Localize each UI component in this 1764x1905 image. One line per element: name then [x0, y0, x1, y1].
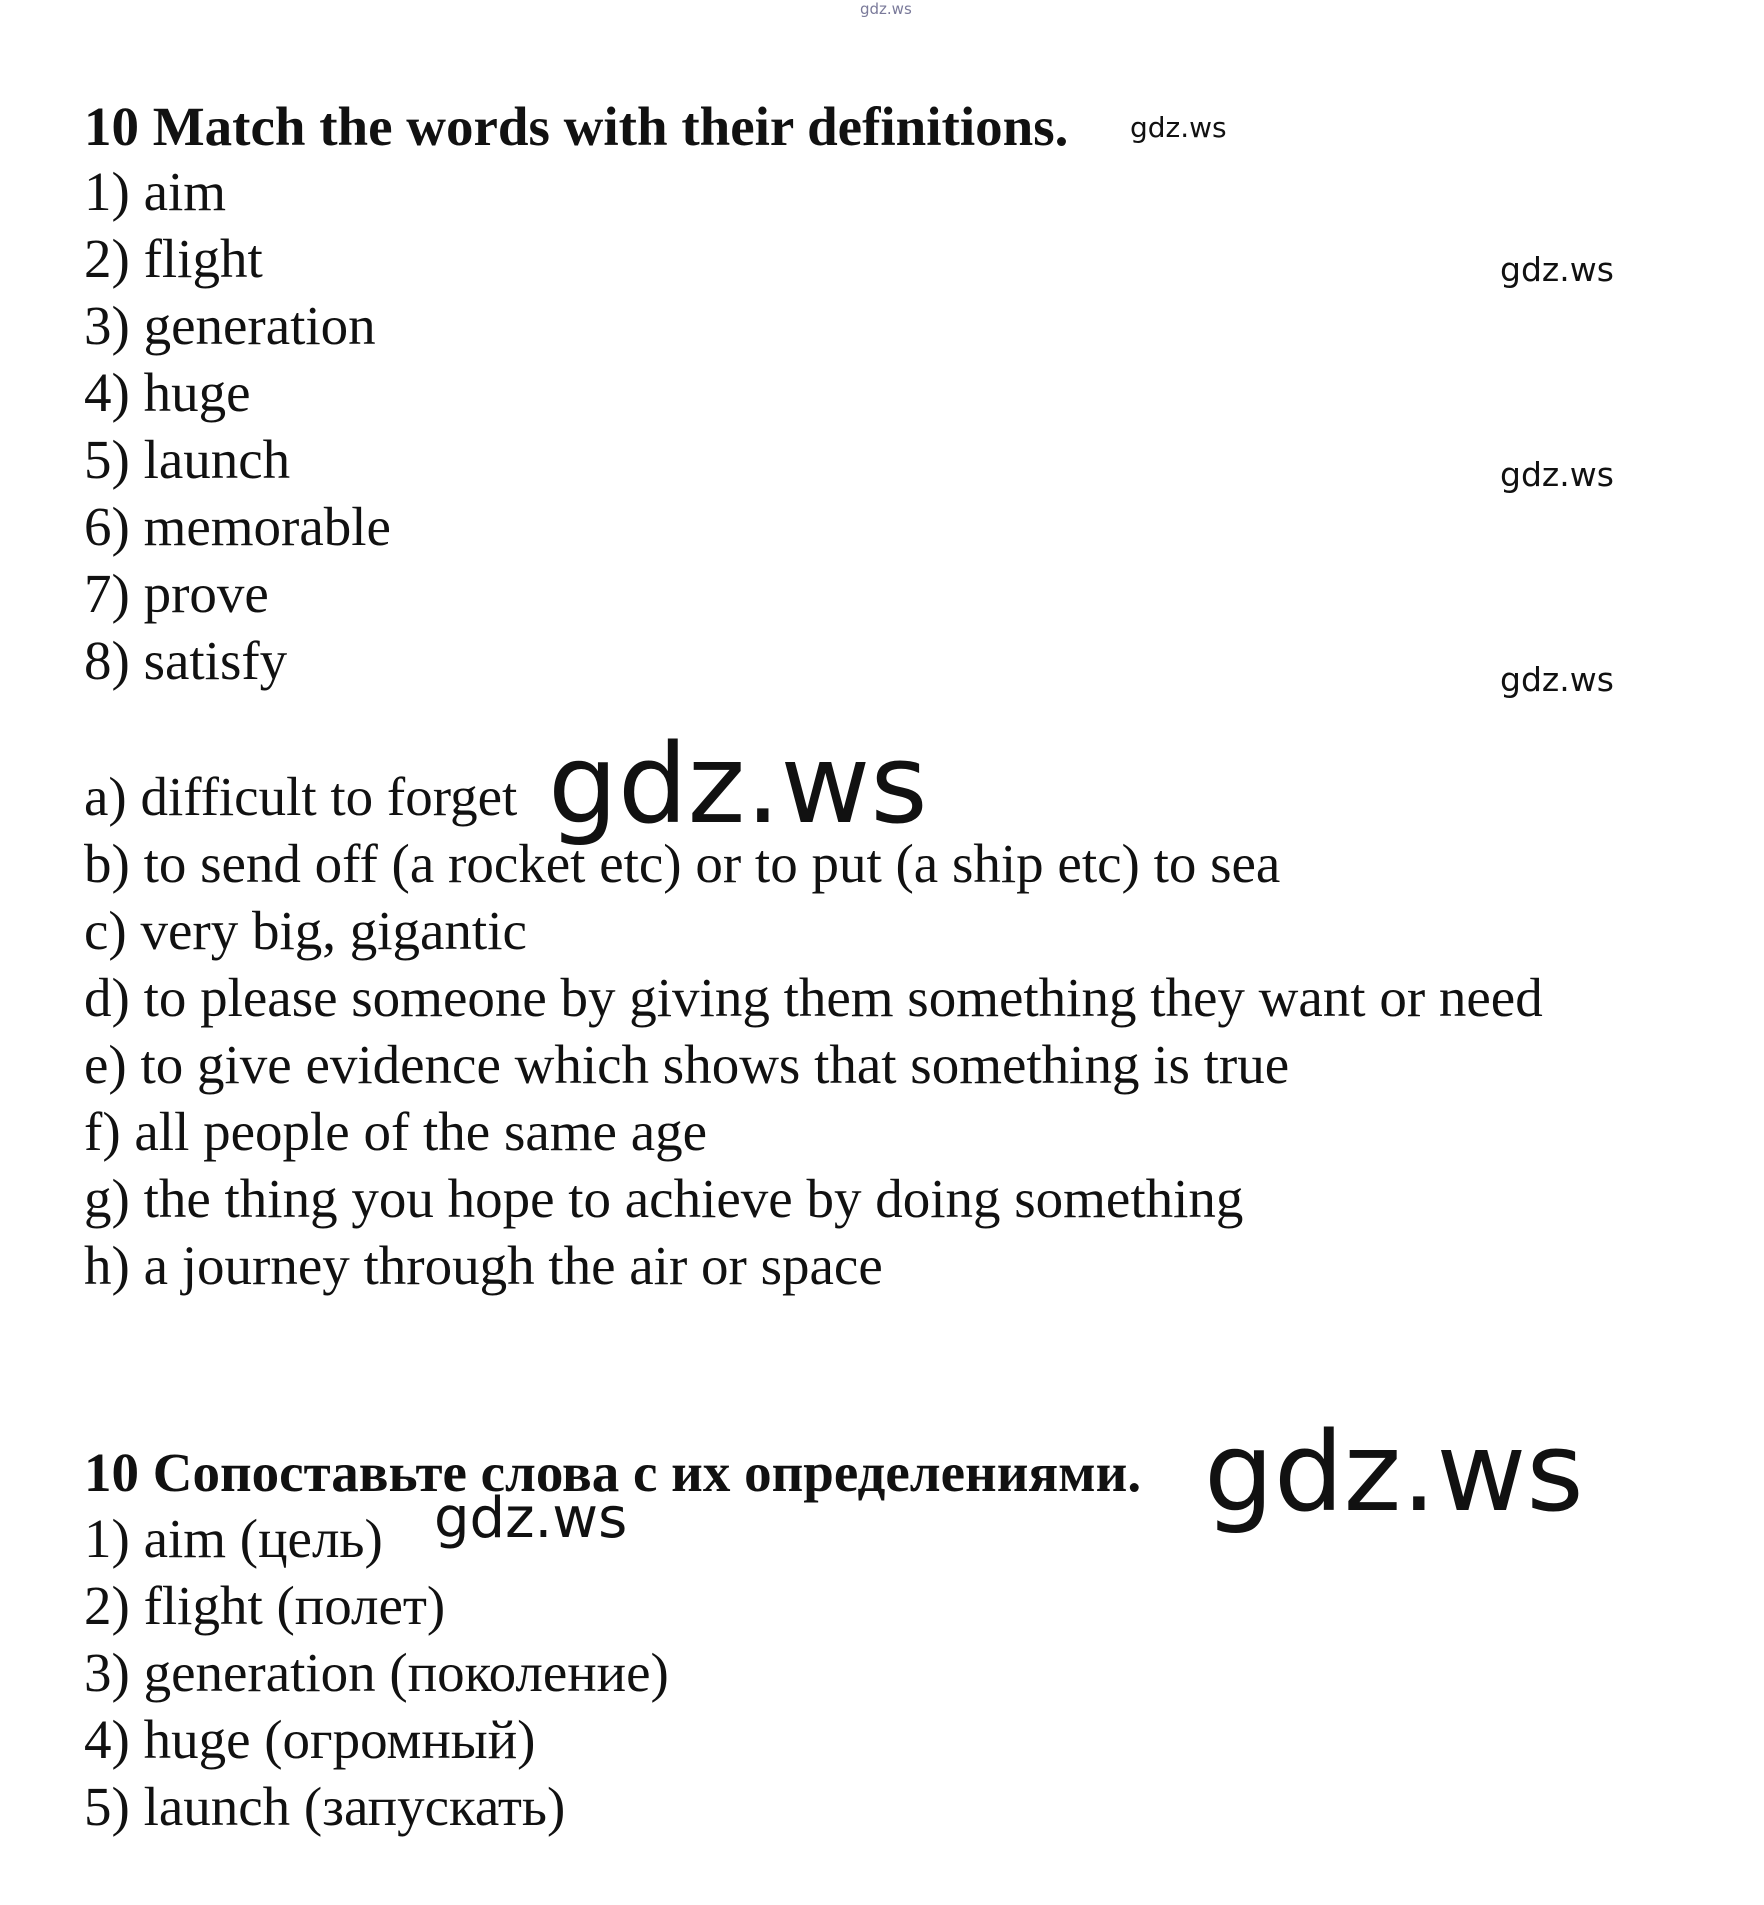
watermark-right-3: gdz.ws [1500, 660, 1614, 699]
exercise-heading-ru: 10 Сопоставьте слова с их определениями. [84, 1442, 1142, 1503]
definition-item-b: b) to send off (a rocket etc) or to put (a ship etc) to sea [84, 833, 1281, 894]
definition-item-f: f) all people of the same age [84, 1101, 708, 1162]
watermark-right-1: gdz.ws [1500, 250, 1614, 289]
word-item-huge: 4) huge [84, 362, 251, 423]
definition-item-g: g) the thing you hope to achieve by doing something [84, 1168, 1244, 1229]
watermark-large-1: gdz.ws [548, 720, 928, 848]
watermark-large-2: gdz.ws [1204, 1408, 1584, 1536]
definition-item-c: c) very big, gigantic [84, 900, 527, 961]
word-item-launch: 5) launch [84, 429, 291, 490]
definition-item-a: a) difficult to forget [84, 766, 518, 827]
word-item-memorable: 6) memorable [84, 496, 391, 557]
word-translation-aim: 1) aim (цель) [84, 1508, 383, 1569]
word-item-generation: 3) generation [84, 295, 376, 356]
word-translation-huge: 4) huge (огромный) [84, 1709, 536, 1770]
word-item-prove: 7) prove [84, 563, 269, 624]
definition-item-h: h) a journey through the air or space [84, 1235, 883, 1296]
word-item-flight: 2) flight [84, 228, 263, 289]
watermark-right-2: gdz.ws [1500, 455, 1614, 494]
watermark-top: gdz.ws [860, 0, 912, 18]
word-item-satisfy: 8) satisfy [84, 630, 288, 691]
definition-item-e: e) to give evidence which shows that something is true [84, 1034, 1290, 1095]
word-item-aim: 1) aim [84, 161, 227, 222]
exercise-heading-en: 10 Match the words with their definitions. [84, 96, 1069, 157]
word-translation-launch: 5) launch (запускать) [84, 1776, 566, 1837]
word-translation-flight: 2) flight (полет) [84, 1575, 446, 1636]
watermark-heading-en: gdz.ws [1130, 111, 1227, 144]
watermark-mid: gdz.ws [434, 1486, 628, 1551]
definition-item-d: d) to please someone by giving them something they want or need [84, 967, 1543, 1028]
word-translation-generation: 3) generation (поколение) [84, 1642, 669, 1703]
